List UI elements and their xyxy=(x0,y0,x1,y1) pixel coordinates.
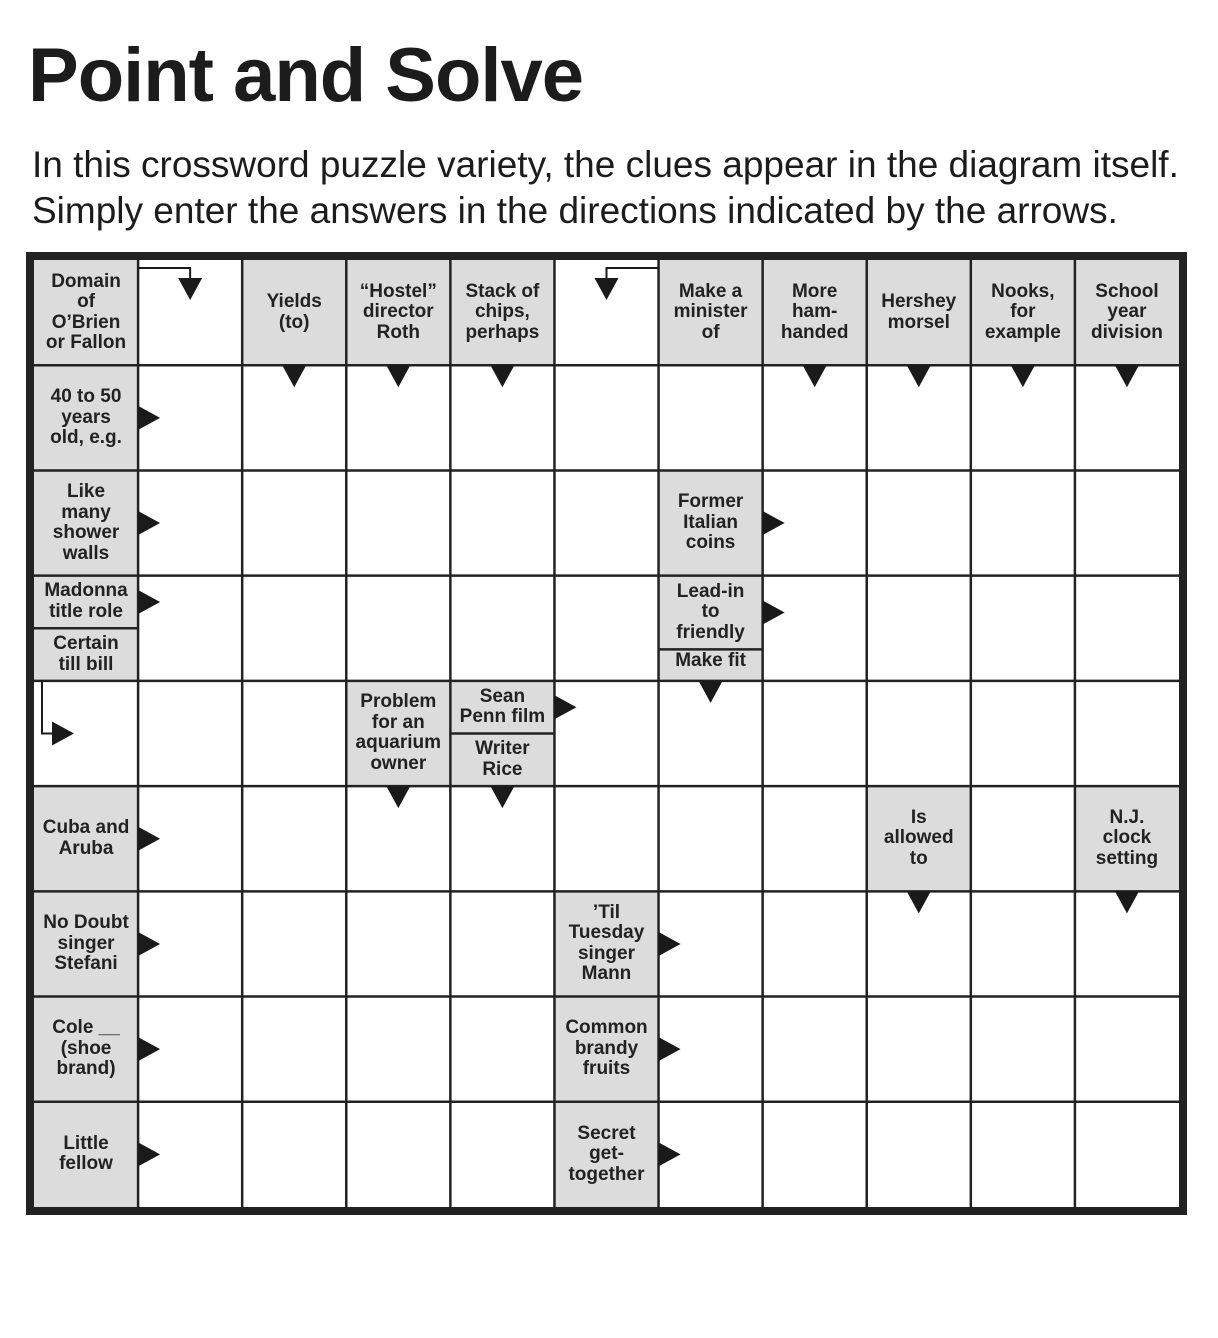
bent-arrow-icon xyxy=(42,681,52,734)
down-arrow-icon xyxy=(386,786,410,808)
down-arrow-icon xyxy=(1115,365,1139,387)
right-arrow-icon xyxy=(52,722,74,746)
right-arrow-icon xyxy=(138,1037,160,1061)
puzzle-title: Point and Solve xyxy=(28,33,584,118)
clue-text: Former Italian coins xyxy=(677,491,744,554)
down-arrow-icon xyxy=(699,681,723,703)
clue-text: 40 to 50 years old, e.g. xyxy=(50,386,122,449)
clue-text: Cole __ (shoe brand) xyxy=(52,1017,120,1080)
right-arrow-icon xyxy=(138,590,160,614)
puzzle-instructions: In this crossword puzzle variety, the clues appear in the diagram itself. Simply enter the answers in the directions indicated by the arrows. xyxy=(32,144,1179,231)
right-arrow-icon xyxy=(659,1037,681,1061)
right-arrow-icon xyxy=(763,511,785,535)
right-arrow-icon xyxy=(138,827,160,851)
clue-text: Stack of chips, perhaps xyxy=(465,280,540,343)
right-arrow-icon xyxy=(659,932,681,956)
right-arrow-icon xyxy=(138,511,160,535)
down-arrow-icon xyxy=(595,278,619,300)
bent-arrow-icon xyxy=(138,268,190,278)
clue-text: No Doubt singer Stefani xyxy=(43,912,129,975)
clue-text: ’Til Tuesday singer Mann xyxy=(568,901,645,985)
right-arrow-icon xyxy=(138,932,160,956)
right-arrow-icon xyxy=(138,1142,160,1166)
clue-text: More ham- handed xyxy=(780,280,849,343)
clue-text: Make fit xyxy=(675,650,746,672)
down-arrow-icon xyxy=(907,891,931,913)
right-arrow-icon xyxy=(138,406,160,430)
right-arrow-icon xyxy=(554,695,576,719)
clue-text: Hershey morsel xyxy=(881,291,957,333)
right-arrow-icon xyxy=(659,1142,681,1166)
clue-text: Domain of O’Brien or Fallon xyxy=(45,270,127,354)
down-arrow-icon xyxy=(490,365,514,387)
clue-text: Lead-in to friendly xyxy=(676,580,745,643)
down-arrow-icon xyxy=(178,278,202,300)
bent-arrow-icon xyxy=(607,268,659,278)
clue-text: Sean Penn film xyxy=(459,685,546,728)
clue-text: “Hostel” director Roth xyxy=(359,280,437,343)
clue-text: Madonna title role xyxy=(44,580,128,622)
down-arrow-icon xyxy=(282,365,306,387)
clue-text: School year division xyxy=(1091,280,1163,343)
clue-text: Writer Rice xyxy=(475,738,530,780)
clue-text: Cuba and Aruba xyxy=(42,817,130,859)
clue-text: Certain till bill xyxy=(53,633,119,675)
clue-text: Yields (to) xyxy=(266,291,322,333)
clue-text: Common brandy fruits xyxy=(565,1017,648,1080)
clue-text: Problem for an aquarium owner xyxy=(355,691,442,774)
clue-text: Is allowed to xyxy=(883,806,954,869)
right-arrow-icon xyxy=(763,600,785,624)
down-arrow-icon xyxy=(907,365,931,387)
clue-text: Like many shower walls xyxy=(52,481,120,564)
down-arrow-icon xyxy=(803,365,827,387)
grid-lines-and-arrows xyxy=(34,260,1179,1207)
crossword-grid xyxy=(26,252,1187,1215)
clue-text: Make a minister of xyxy=(673,280,748,343)
clue-text: Secret get- together xyxy=(568,1122,645,1185)
down-arrow-icon xyxy=(386,365,410,387)
down-arrow-icon xyxy=(490,786,514,808)
clue-text: Nooks, for example xyxy=(984,280,1061,343)
down-arrow-icon xyxy=(1011,365,1035,387)
clue-text: Little fellow xyxy=(59,1132,113,1175)
clue-text: N.J. clock setting xyxy=(1095,806,1159,869)
down-arrow-icon xyxy=(1115,891,1139,913)
